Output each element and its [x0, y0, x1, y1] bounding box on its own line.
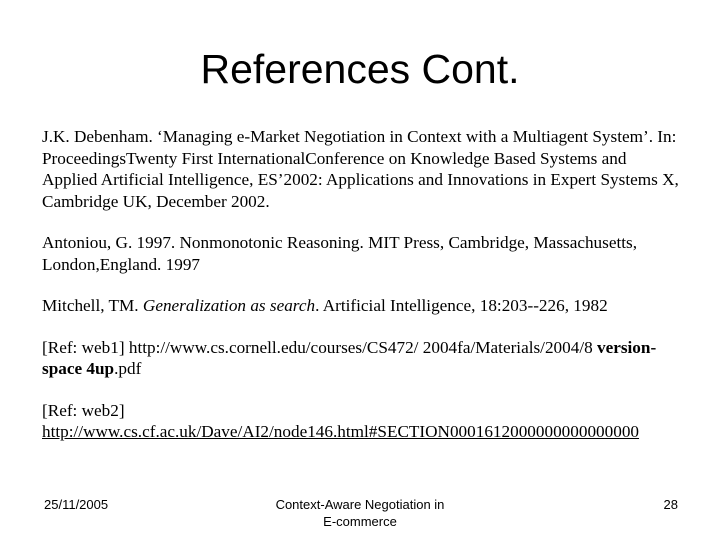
reference-item — [42, 126, 682, 212]
reference-text: J.K. Debenham. ‘Managing e-Market Negotiation in Context with a Multiagent System’. In: ProceedingsTwenty First InternationalConference on Knowledge Based Systems and Applied Artificial Intelligence, ES’2002: Applications and Innovations in Expert Systems X, Cambridge UK, December 2002. — [42, 127, 679, 211]
footer-title-line2: E-commerce — [323, 514, 397, 529]
footer-title — [250, 496, 470, 530]
reference-item — [42, 400, 682, 443]
reference-text-suffix: . Artificial Intelligence, 18:203--226, 1982 — [315, 296, 608, 315]
reference-item — [42, 295, 682, 317]
reference-link[interactable]: http://www.cs.cf.ac.uk/Dave/AI2/node146.html#SECTION0001612000000000000000 — [42, 422, 640, 441]
reference-text-prefix: [Ref: web2] — [42, 400, 125, 420]
reference-text-prefix: [Ref: web1] http://www.cs.cornell.edu/courses/CS472/ 2004fa/Materials/2004/8 — [42, 337, 597, 357]
reference-item — [42, 337, 682, 380]
reference-item — [42, 232, 682, 275]
reference-bold-text: version-space 4up — [42, 337, 657, 378]
reference-italic-title: Generalization as search — [142, 296, 316, 315]
slide-title: References Cont. — [200, 46, 520, 92]
reference-text-suffix: .pdf — [114, 359, 142, 378]
footer-title-line1: Context-Aware Negotiation in — [275, 497, 445, 512]
page-number: 28 — [663, 497, 678, 512]
footer-date: 25/11/2005 — [44, 497, 109, 512]
reference-text-prefix: Mitchell, TM. — [42, 296, 143, 315]
reference-text: Antoniou, G. 1997. Nonmonotonic Reasoning. MIT Press, Cambridge, Massachusetts, London,England. 1997 — [42, 233, 637, 274]
references-list — [42, 126, 682, 463]
